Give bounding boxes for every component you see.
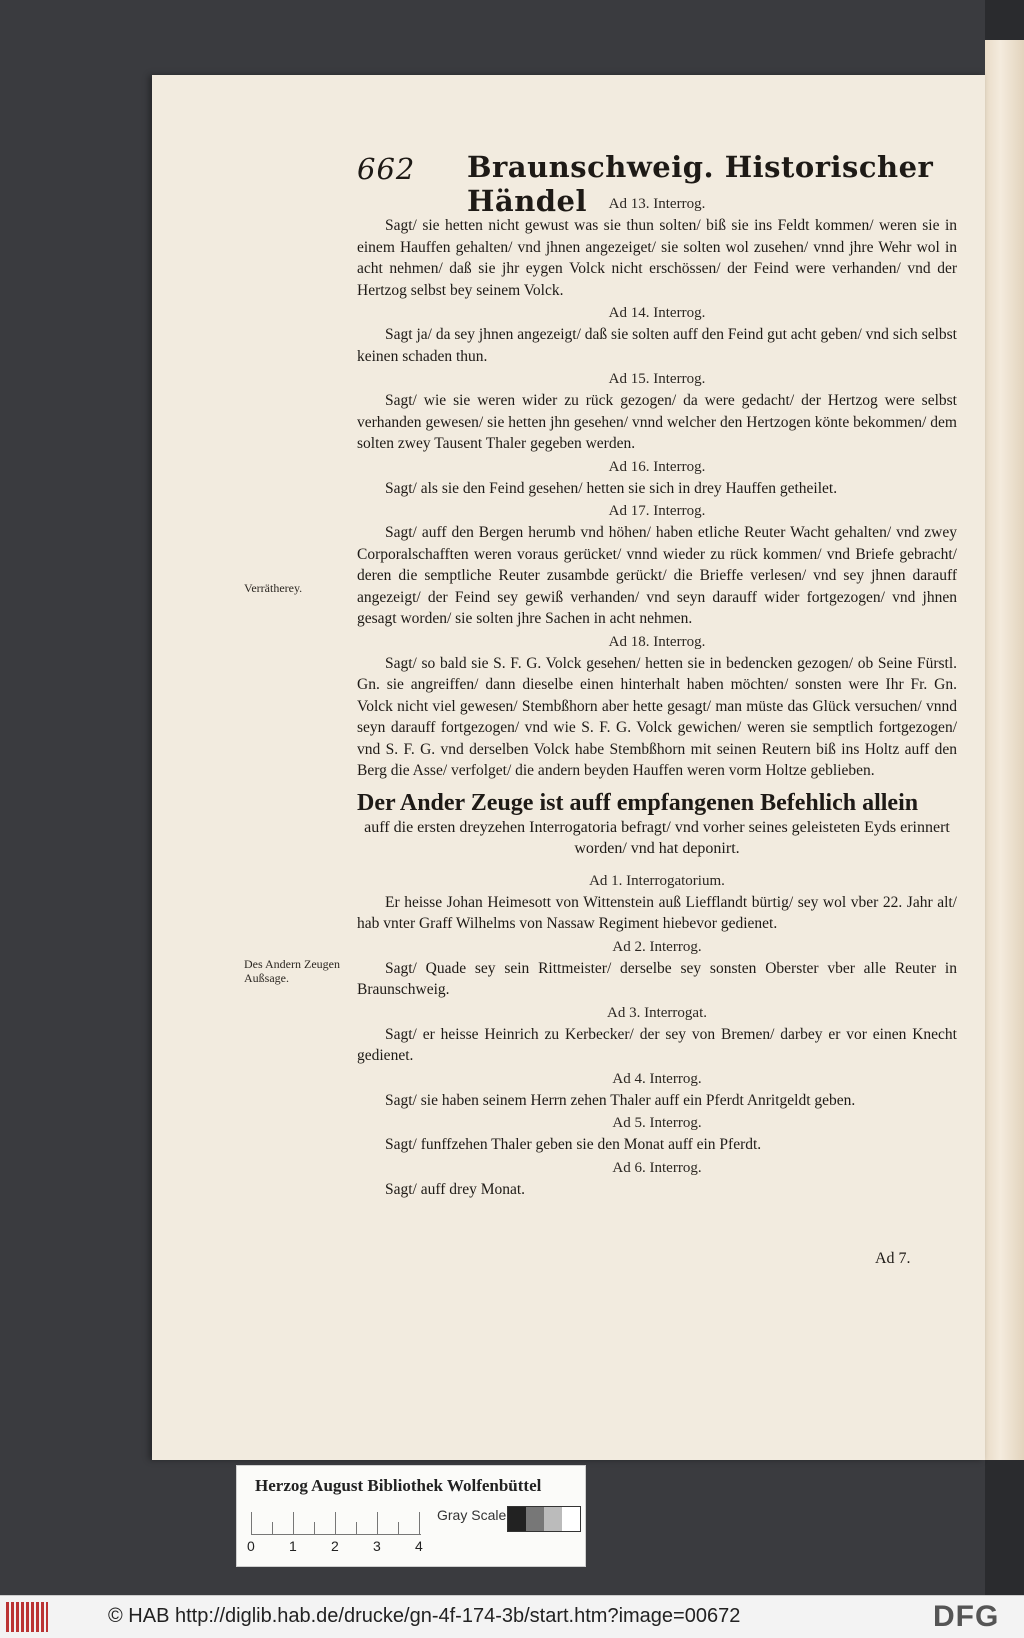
ruler-label: 1: [289, 1538, 297, 1554]
section-subtitle: auff die ersten dreyzehen Interrogatoria befragt/ vnd vorher seines geleisteten Eyds erinnert worden/ vnd hat deponirt.: [364, 818, 950, 857]
block-heading: Ad 2. Interrog.: [612, 938, 702, 955]
color-scale-card: [236, 1465, 586, 1567]
gray-scale-swatches: [507, 1506, 581, 1532]
block-paragraph: Sagt/ als sie den Feind gesehen/ hetten sie sich in drey Hauffen getheilet.: [385, 479, 838, 497]
body-text: [357, 192, 957, 1204]
block-paragraph: Sagt/ sie haben seinem Herrn zehen Thaler auff ein Pferdt Anritgeldt geben.: [385, 1091, 856, 1109]
block-paragraph: Sagt ja/ da sey jhnen angezeigt/ daß sie solten auff den Feind gut acht geben/ vnd sich selbst keinen schaden thun.: [357, 326, 957, 365]
block-ad4: [357, 1071, 957, 1112]
block-ad1: [357, 873, 957, 935]
dfg-logo: DFG: [933, 1600, 1000, 1633]
block-ad5: [357, 1115, 957, 1156]
block-paragraph: Sagt/ Quade sey sein Rittmeister/ derselbe sey sonsten Oberster vber alle Reuter in Braunschweig.: [357, 959, 957, 998]
next-page-edge: [985, 40, 1024, 1460]
block-heading: Ad 17. Interrog.: [608, 503, 706, 519]
block-paragraph: Sagt/ auff drey Monat.: [385, 1180, 526, 1198]
block-paragraph: Sagt/ sie hetten nicht gewust was sie thun solten/ biß sie ins Feldt kommen/ weren sie in einem Hauffen gehalten/ vnd jhnen angezeiget/ sie solten wol zusehen/ vnnd jhre Wehr wol in acht nehmen/ daß sie jhr eygen Volck nicht erschössen/ der Feind were verhanden/ vnd der Hertzog selbst bey seinem Volck.: [357, 217, 957, 299]
block-heading: Ad 3. Interrogat.: [607, 1004, 707, 1021]
block-heading: Ad 1. Interrogatorium.: [589, 872, 725, 889]
page-number: 662: [357, 152, 416, 186]
block-paragraph: Sagt/ funffzehen Thaler geben sie den Monat auff ein Pferdt.: [385, 1136, 762, 1153]
ruler-label: 4: [415, 1538, 423, 1554]
section-title: Der Ander Zeuge ist auff empfangenen Befehlich allein: [357, 789, 919, 816]
block-heading: Ad 13. Interrog.: [608, 196, 706, 212]
footer-url[interactable]: © HAB http://diglib.hab.de/drucke/gn-4f-174-3b/start.htm?image=00672: [108, 1605, 741, 1627]
running-title: Braunschweig. Historischer Händel: [467, 150, 934, 218]
block-heading: Ad 16. Interrog.: [608, 458, 706, 475]
block-ad3: [357, 1005, 957, 1067]
ruler: [251, 1506, 421, 1535]
block-heading: Ad 4. Interrog.: [612, 1070, 702, 1087]
block-ad2: [357, 939, 957, 1001]
block-ad18: [357, 634, 957, 782]
block-heading: Ad 18. Interrog.: [608, 633, 706, 650]
block-paragraph: Sagt/ wie sie weren wider zu rück gezogen/ da were gedacht/ der Hertzog were selbst verhanden gewesen/ sie hetten jhn gesehen/ vnnd welcher den Hertzogen könte bekommen/ dem solten zwey Tausent Thaler gegeben werden.: [357, 392, 957, 452]
margin-note-verraetherey: Verrätherey.: [244, 581, 303, 595]
block-ad6: [357, 1160, 957, 1201]
block-paragraph: Sagt/ so bald sie S. F. G. Volck gesehen/ hetten sie in bedencken gezogen/ ob Seine Fürstl. Gn. sie angreiffen/ dann dieselbe einen hinterhalt haben möchten/ sonsten were Ihr Fr. Gn. Volck nicht viel gewesen/ Stembßhorn aber hette gesagt/ man müste das Glück versuchen/ vnnd seyn darauff fortgezogen/ vnd wie S. F. G. Volck gewichen/ weren sie semptlich fortgezogen/ vnd S. F. G. vnd derselben Volck habe Stembßhorn mit seinen Reutern biß ins Holtz auff den Berg die Asse/ verfolget/ die andern beyden Hauffen weren vorm Holtze geblieben.: [357, 654, 957, 779]
footer-bar: [0, 1595, 1024, 1638]
hab-logo-icon: [6, 1602, 48, 1632]
ruler-label: 2: [331, 1538, 339, 1554]
block-paragraph: Sagt/ er heisse Heinrich zu Kerbecker/ der sey von Bremen/ darbey er vor einen Knecht gedienet.: [357, 1025, 957, 1064]
block-paragraph: Er heisse Johan Heimesott von Wittenstein auß Liefflandt bürtig/ sey wol vber 22. Jahr alt/ hab vnter Graff Wilhelms von Nassaw Regiment hiebevor gedienet.: [357, 893, 957, 932]
block-heading: Ad 15. Interrog.: [608, 371, 706, 387]
block-ad15: [357, 371, 957, 455]
library-name: Herzog August Bibliothek Wolfenbüttel: [255, 1476, 542, 1495]
block-paragraph: Sagt/ auff den Bergen herumb vnd höhen/ haben etliche Reuter Wacht gehalten/ vnd zwey Corporalschafften weren voraus gerücket/ vnnd wieder zu rück kommen/ vnd Briefe gebracht/ deren die semptliche Reuter zusambde gerückt/ die Brieffe verlesen/ vnd sey jhnen darauff angezeigt/ der Feind sey gewiß verhanden/ vnd seyn darauff wider fortgezogen/ vnd jhnen gesagt worden/ sie solten jhre Sachen in acht nehmen.: [357, 524, 957, 627]
gray-scale-label: Gray Scale: [437, 1507, 507, 1523]
ruler-label: 3: [373, 1538, 381, 1554]
section-heading: [357, 790, 957, 859]
block-ad16: [357, 459, 957, 500]
block-heading: Ad 5. Interrog.: [612, 1115, 702, 1131]
margin-note-zeugen: Des Andern Zeugen Außsage.: [244, 957, 340, 985]
block-ad17: [357, 503, 957, 630]
block-heading: Ad 14. Interrog.: [608, 305, 706, 321]
ruler-label: 0: [247, 1538, 255, 1554]
block-ad13: [357, 196, 957, 301]
catchword: Ad 7.: [875, 1250, 911, 1267]
book-page: [152, 75, 985, 1460]
block-heading: Ad 6. Interrog.: [612, 1159, 702, 1176]
block-ad14: [357, 305, 957, 367]
